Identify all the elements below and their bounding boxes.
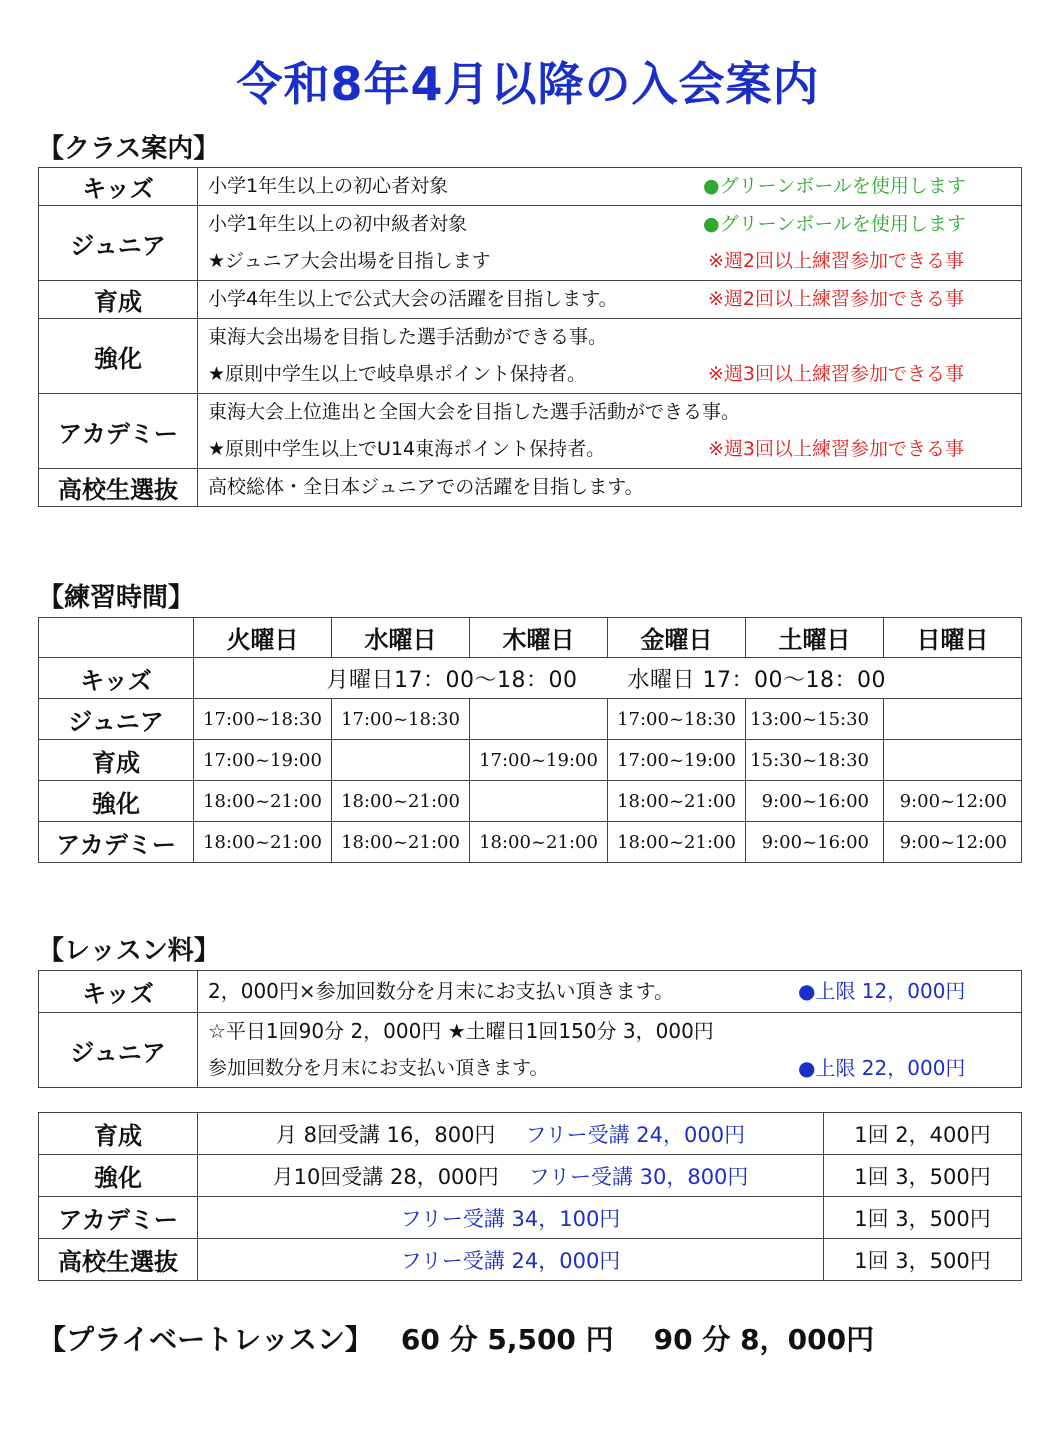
day-header-sun: 日曜日	[884, 618, 1022, 658]
fee-row	[39, 1155, 1022, 1197]
class-description-text: ★原則中学生以上でU14東海ポイント保持者。	[208, 438, 606, 460]
practice-time-cell: 17:00~19:00	[608, 740, 746, 781]
day-header-fri: 金曜日	[608, 618, 746, 658]
practice-row	[39, 822, 1022, 863]
practice-row	[39, 740, 1022, 781]
class-description-text: ★原則中学生以上で岐阜県ポイント保持者。	[208, 363, 587, 385]
practice-time-cell: 17:00~18:30	[608, 699, 746, 740]
practice-time-cell: 9:00~12:00	[884, 822, 1022, 863]
class-description-text: 小学1年生以上の初中級者対象	[208, 213, 468, 235]
lesson-section-heading: 【レッスン料】	[38, 936, 220, 966]
lesson-junior-cell	[198, 1013, 1022, 1088]
private-lesson-price-90: 90 分 8，000円	[653, 1323, 875, 1356]
practice-row	[39, 781, 1022, 822]
fee-free: フリー受講 24，000円	[525, 1122, 746, 1147]
practice-time-cell: 18:00~21:00	[194, 822, 332, 863]
class-name: キッズ	[39, 168, 198, 206]
class-requirement-note: ●グリーンボールを使用します	[703, 213, 966, 235]
private-lesson	[38, 1318, 874, 1358]
lesson-junior-line1: ☆平日1回90分 2，000円 ★土曜日1回150分 3，000円	[208, 1019, 714, 1043]
kids-practice-times	[194, 658, 1022, 699]
practice-time-cell: 17:00~18:30	[194, 699, 332, 740]
practice-time-cell: 9:00~16:00	[746, 781, 884, 822]
day-header-sat: 土曜日	[746, 618, 884, 658]
practice-section-heading: 【練習時間】	[38, 583, 195, 613]
practice-time-cell: 18:00~21:00	[332, 822, 470, 863]
fee-single: 1回 2，400円	[824, 1113, 1022, 1155]
practice-time-cell: 13:00~15:30	[746, 699, 884, 740]
class-description	[198, 319, 1022, 394]
lesson-kids-text: 2，000円×参加回数分を月末にお支払い頂きます。	[208, 979, 675, 1003]
private-lesson-price-60: 60 分 5,500 円	[400, 1323, 614, 1356]
practice-row	[39, 699, 1022, 740]
class-requirement-note: ※週2回以上練習参加できる事	[708, 288, 965, 310]
fee-class-name: 高校生選抜	[39, 1239, 198, 1281]
class-row	[39, 281, 1022, 319]
fee-free: フリー受講 34，100円	[400, 1206, 621, 1231]
fee-price-cell	[198, 1155, 824, 1197]
fee-single: 1回 3，500円	[824, 1239, 1022, 1281]
class-section-heading: 【クラス案内】	[38, 134, 220, 164]
fee-single: 1回 3，500円	[824, 1155, 1022, 1197]
class-description-text: 東海大会上位進出と全国大会を目指した選手活動ができる事。	[208, 401, 741, 423]
class-name: ジュニア	[39, 206, 198, 281]
fee-row	[39, 1239, 1022, 1281]
class-description-text: 東海大会出場を目指した選手活動ができる事。	[208, 326, 608, 348]
day-header-thu: 木曜日	[470, 618, 608, 658]
practice-class-name: アカデミー	[39, 822, 194, 863]
lesson-kids-cell	[198, 971, 1022, 1013]
practice-class-name: 強化	[39, 781, 194, 822]
class-name: 高校生選抜	[39, 469, 198, 507]
lesson-junior-line2: 参加回数分を月末にお支払い頂きます。	[208, 1057, 549, 1079]
fee-class-name: 強化	[39, 1155, 198, 1197]
lesson-junior-row	[39, 1013, 1022, 1088]
practice-time-cell: 18:00~21:00	[608, 781, 746, 822]
fee-free: フリー受講 30，800円	[528, 1164, 749, 1189]
fee-monthly: 月 8回受講 16，800円	[275, 1122, 496, 1147]
practice-time-cell: 17:00~18:30	[332, 699, 470, 740]
class-row	[39, 319, 1022, 394]
private-lesson-label: 【プライベートレッスン】	[38, 1323, 373, 1356]
practice-table	[38, 617, 1022, 863]
lesson-kids-limit: ●上限 12，000円	[798, 979, 966, 1003]
fee-class-name: アカデミー	[39, 1197, 198, 1239]
practice-time-cell	[884, 740, 1022, 781]
class-description	[198, 281, 1022, 319]
fee-monthly: 月10回受講 28，000円	[272, 1164, 499, 1189]
practice-time-cell	[470, 699, 608, 740]
class-requirement-note: ※週2回以上練習参加できる事	[708, 250, 965, 272]
class-name: アカデミー	[39, 394, 198, 469]
kids-time-wednesday: 水曜日 17：00～18：00	[627, 667, 886, 693]
class-requirement-note: ●グリーンボールを使用します	[703, 175, 966, 197]
class-description	[198, 469, 1022, 507]
class-description-text: 小学4年生以上で公式大会の活躍を目指します。	[208, 288, 618, 310]
fee-free: フリー受講 24，000円	[400, 1248, 621, 1273]
fee-row	[39, 1197, 1022, 1239]
class-row	[39, 206, 1022, 281]
class-description-text: 高校総体・全日本ジュニアでの活躍を目指します。	[208, 476, 644, 498]
practice-time-cell: 18:00~21:00	[608, 822, 746, 863]
kids-time-monday: 月曜日17：00～18：00	[326, 667, 578, 693]
kids-practice-row	[39, 658, 1022, 699]
practice-time-cell: 18:00~21:00	[470, 822, 608, 863]
empty-header-cell	[39, 618, 194, 658]
fee-class-name: 育成	[39, 1113, 198, 1155]
practice-time-cell: 18:00~21:00	[194, 781, 332, 822]
class-description-text: 小学1年生以上の初心者対象	[208, 175, 449, 197]
fee-price-cell	[198, 1197, 824, 1239]
practice-time-cell: 9:00~12:00	[884, 781, 1022, 822]
practice-time-cell: 15:30~18:30	[746, 740, 884, 781]
practice-time-cell: 9:00~16:00	[746, 822, 884, 863]
fee-price-cell	[198, 1113, 824, 1155]
class-description	[198, 394, 1022, 469]
lesson-kids-label: キッズ	[39, 971, 198, 1013]
class-requirement-note: ※週3回以上練習参加できる事	[708, 438, 965, 460]
class-name: 育成	[39, 281, 198, 319]
day-header-row	[39, 618, 1022, 658]
kids-practice-label: キッズ	[39, 658, 194, 699]
lesson-junior-limit: ●上限 22，000円	[798, 1056, 966, 1080]
practice-class-name: ジュニア	[39, 699, 194, 740]
day-header-tue: 火曜日	[194, 618, 332, 658]
practice-time-cell: 17:00~19:00	[470, 740, 608, 781]
practice-time-cell	[884, 699, 1022, 740]
lesson-kids-junior-table	[38, 970, 1022, 1088]
fee-row	[39, 1113, 1022, 1155]
fee-single: 1回 3，500円	[824, 1197, 1022, 1239]
day-header-wed: 水曜日	[332, 618, 470, 658]
practice-time-cell	[470, 781, 608, 822]
class-row	[39, 469, 1022, 507]
practice-time-cell: 18:00~21:00	[332, 781, 470, 822]
class-description	[198, 168, 1022, 206]
class-requirement-note: ※週3回以上練習参加できる事	[708, 363, 965, 385]
practice-class-name: 育成	[39, 740, 194, 781]
class-name: 強化	[39, 319, 198, 394]
page-title: 令和8年4月以降の入会案内	[236, 57, 820, 111]
class-description-text: ★ジュニア大会出場を目指します	[208, 250, 491, 272]
practice-time-cell	[332, 740, 470, 781]
class-description	[198, 206, 1022, 281]
class-table	[38, 167, 1022, 507]
class-row	[39, 168, 1022, 206]
lesson-fee-table	[38, 1112, 1022, 1281]
practice-time-cell: 17:00~19:00	[194, 740, 332, 781]
fee-price-cell	[198, 1239, 824, 1281]
lesson-junior-label: ジュニア	[39, 1013, 198, 1088]
lesson-kids-row	[39, 971, 1022, 1013]
class-row	[39, 394, 1022, 469]
